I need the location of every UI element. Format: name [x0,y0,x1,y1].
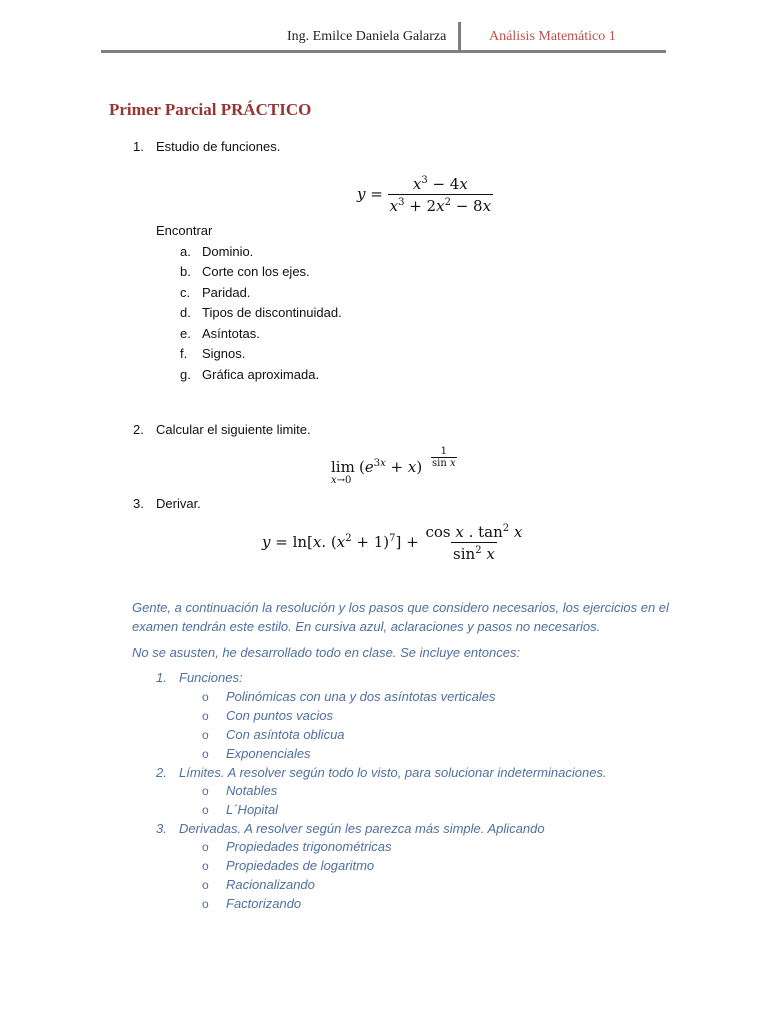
note-list-number: 3. [156,821,167,836]
problem-2-text: Calcular el siguiente limite. [156,422,311,437]
problem-2-formula: lim x→0 $(e^{3x} + x)$ 1 sin x [331,446,456,486]
item-letter: b. [180,264,191,279]
header-separator [458,22,461,52]
find-label: Encontrar [156,223,213,238]
item-letter: e. [180,326,191,341]
item-text: Paridad. [202,285,251,300]
note-list-text: Funciones: [179,670,243,685]
bullet-icon: o [202,747,209,761]
note-sub-item: Con asíntota oblicua [226,727,345,742]
problem-2-number: 2. [133,422,144,437]
problem-3-formula: y = ln[x. $(x^2 + 1)^7$] + $\frac{\cos x . \tan^2 x}{\sin^2 x}$ [262,523,523,563]
bullet-icon: o [202,728,209,742]
note-sub-item: Exponenciales [226,746,311,761]
note-list-text: Límites. A resolver según todo lo visto, para solucionar indeterminaciones. [179,765,607,780]
item-letter: c. [180,285,191,300]
problem-1-text: Estudio de funciones. [156,139,281,154]
note-sub-item: Factorizando [226,896,302,911]
note-sub-item: Propiedades trigonométricas [226,839,392,854]
bullet-icon: o [202,840,209,854]
note-sub-item: Notables [226,783,278,798]
note-paragraph-1-line-2: examen tendrán este estilo. En cursiva azul, aclaraciones y pasos no necesarios. [132,619,601,634]
header-rule [101,50,666,53]
problem-3-number: 3. [133,496,144,511]
note-sub-item: Con puntos vacios [226,708,333,723]
bullet-icon: o [202,784,209,798]
header-author: Ing. Emilce Daniela Galarza [287,29,447,44]
note-list-number: 2. [156,765,167,780]
bullet-icon: o [202,897,209,911]
note-paragraph-1-line-1: Gente, a continuación la resolución y los pasos que considero necesarios, los ejercicios en el [132,600,669,615]
bullet-icon: o [202,803,209,817]
note-sub-item: Polinómicas con una y dos asíntotas verticales [226,689,496,704]
item-letter: f. [180,346,188,361]
problem-1-formula: y = $\frac{x^3 - 4x}{x^3 + 2x^2 - 8x}$ [357,175,492,215]
bullet-icon: o [202,709,209,723]
note-list-number: 1. [156,670,167,685]
item-text: Corte con los ejes. [202,264,310,279]
note-list-text: Derivadas. A resolver según les parezca más simple. Aplicando [179,821,545,836]
problem-3-text: Derivar. [156,496,201,511]
note-sub-item: Racionalizando [226,877,315,892]
item-text: Dominio. [202,244,254,259]
bullet-icon: o [202,690,209,704]
item-text: Tipos de discontinuidad. [202,305,342,320]
item-letter: a. [180,244,191,259]
note-paragraph-2: No se asusten, he desarrollado todo en clase. Se incluye entonces: [132,645,521,660]
item-letter: g. [180,367,191,382]
header-course: Análisis Matemático 1 [489,29,616,44]
page-title: Primer Parcial PRÁCTICO [109,100,312,119]
note-sub-item: Propiedades de logaritmo [226,858,375,873]
item-text: Asíntotas. [202,326,260,341]
bullet-icon: o [202,859,209,873]
note-sub-item: L´Hopital [226,802,279,817]
item-letter: d. [180,305,191,320]
item-text: Signos. [202,346,246,361]
item-text: Gráfica aproximada. [202,367,320,382]
bullet-icon: o [202,878,209,892]
problem-1-number: 1. [133,139,144,154]
